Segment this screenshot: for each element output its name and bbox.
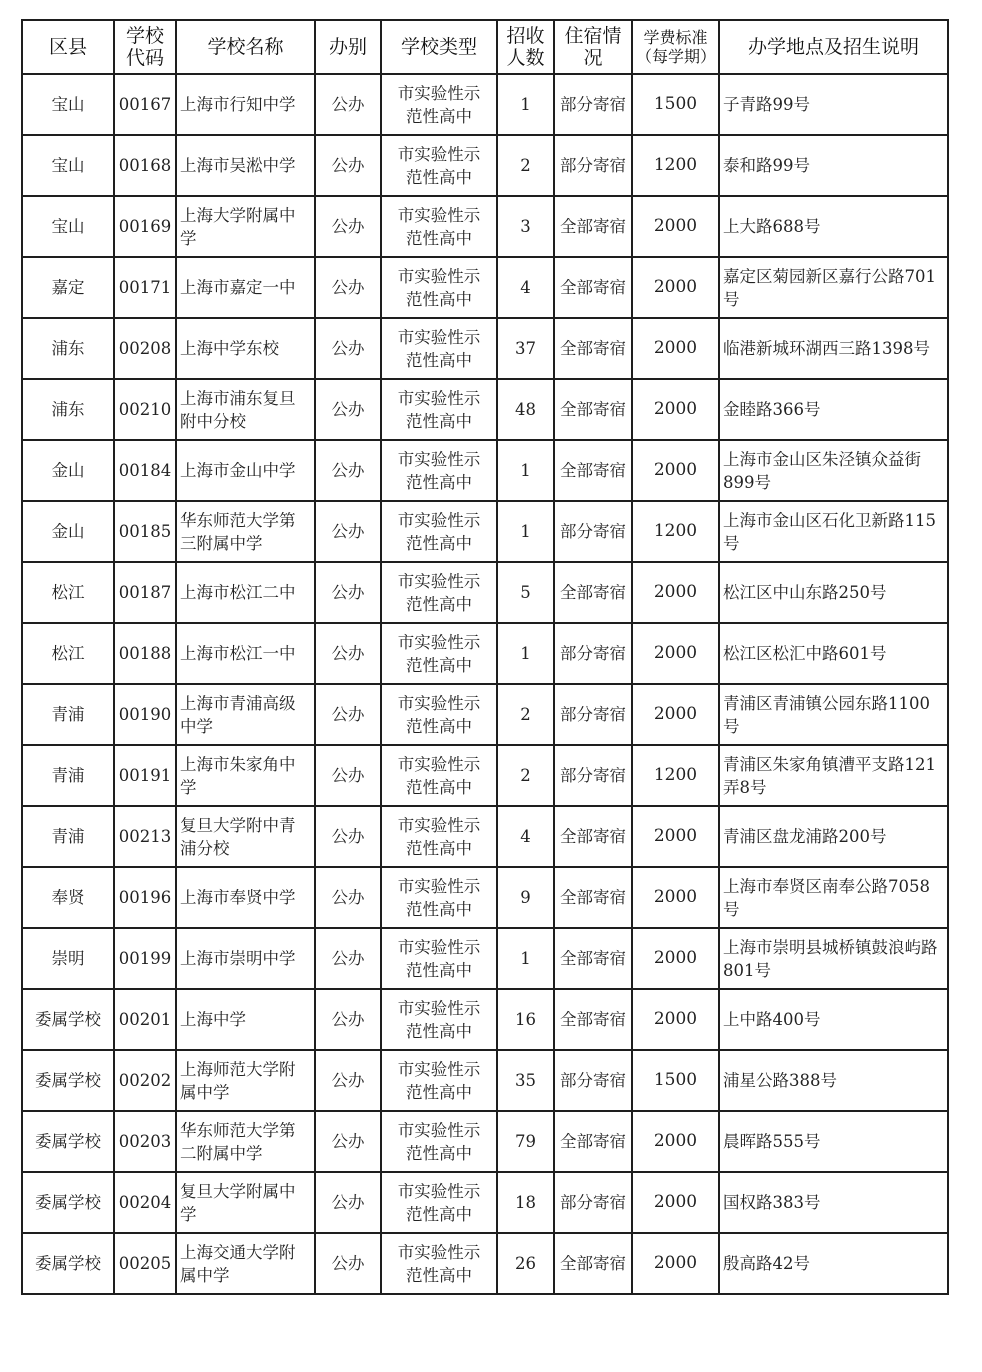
district-cell: 委属学校 xyxy=(22,989,114,1050)
header-name: 学校名称 xyxy=(176,20,315,74)
fee-cell: 2000 xyxy=(632,257,719,318)
district-cell: 委属学校 xyxy=(22,1172,114,1233)
school-name-cell: 上海市青浦高级中学 xyxy=(176,684,315,745)
quota-cell: 2 xyxy=(497,684,554,745)
fee-cell: 2000 xyxy=(632,806,719,867)
boarding-cell: 全部寄宿 xyxy=(554,196,632,257)
school-code-cell: 00188 xyxy=(114,623,176,684)
school-code-cell: 00201 xyxy=(114,989,176,1050)
school-name-cell: 上海市松江二中 xyxy=(176,562,315,623)
school-code-cell: 00185 xyxy=(114,501,176,562)
quota-cell: 1 xyxy=(497,501,554,562)
address-cell: 上大路688号 xyxy=(719,196,948,257)
school-code-cell: 00202 xyxy=(114,1050,176,1111)
address-cell: 金睦路366号 xyxy=(719,379,948,440)
district-cell: 金山 xyxy=(22,501,114,562)
district-cell: 宝山 xyxy=(22,196,114,257)
fee-cell: 2000 xyxy=(632,928,719,989)
school-name-cell: 上海市行知中学 xyxy=(176,74,315,135)
quota-cell: 4 xyxy=(497,806,554,867)
quota-cell: 18 xyxy=(497,1172,554,1233)
school-name-cell: 上海市吴淞中学 xyxy=(176,135,315,196)
ownership-cell: 公办 xyxy=(315,623,381,684)
address-cell: 上海市金山区石化卫新路115号 xyxy=(719,501,948,562)
quota-cell: 5 xyxy=(497,562,554,623)
address-cell: 青浦区青浦镇公园东路1100号 xyxy=(719,684,948,745)
fee-cell: 2000 xyxy=(632,1111,719,1172)
school-type-cell: 市实验性示范性高中 xyxy=(381,440,497,501)
school-type-cell: 市实验性示范性高中 xyxy=(381,928,497,989)
quota-cell: 48 xyxy=(497,379,554,440)
school-name-cell: 上海市崇明中学 xyxy=(176,928,315,989)
header-quota: 招收人数 xyxy=(497,20,554,74)
school-code-cell: 00168 xyxy=(114,135,176,196)
boarding-cell: 全部寄宿 xyxy=(554,806,632,867)
address-cell: 嘉定区菊园新区嘉行公路701号 xyxy=(719,257,948,318)
school-code-cell: 00213 xyxy=(114,806,176,867)
fee-cell: 1200 xyxy=(632,745,719,806)
school-type-cell: 市实验性示范性高中 xyxy=(381,806,497,867)
district-cell: 嘉定 xyxy=(22,257,114,318)
table-row xyxy=(22,1050,948,1111)
ownership-cell: 公办 xyxy=(315,989,381,1050)
fee-cell: 2000 xyxy=(632,562,719,623)
quota-cell: 3 xyxy=(497,196,554,257)
school-type-cell: 市实验性示范性高中 xyxy=(381,318,497,379)
address-cell: 松江区中山东路250号 xyxy=(719,562,948,623)
school-code-cell: 00210 xyxy=(114,379,176,440)
school-code-cell: 00184 xyxy=(114,440,176,501)
table-body xyxy=(22,74,948,1294)
table-row xyxy=(22,440,948,501)
district-cell: 宝山 xyxy=(22,74,114,135)
address-cell: 泰和路99号 xyxy=(719,135,948,196)
boarding-cell: 全部寄宿 xyxy=(554,379,632,440)
district-cell: 委属学校 xyxy=(22,1233,114,1294)
school-name-cell: 上海市朱家角中学 xyxy=(176,745,315,806)
boarding-cell: 部分寄宿 xyxy=(554,1172,632,1233)
fee-cell: 2000 xyxy=(632,196,719,257)
ownership-cell: 公办 xyxy=(315,379,381,440)
address-cell: 上海市崇明县城桥镇鼓浪屿路801号 xyxy=(719,928,948,989)
school-code-cell: 00208 xyxy=(114,318,176,379)
address-cell: 晨晖路555号 xyxy=(719,1111,948,1172)
district-cell: 奉贤 xyxy=(22,867,114,928)
table-row xyxy=(22,623,948,684)
school-name-cell: 复旦大学附属中学 xyxy=(176,1172,315,1233)
ownership-cell: 公办 xyxy=(315,562,381,623)
table-row xyxy=(22,928,948,989)
school-name-cell: 上海市浦东复旦附中分校 xyxy=(176,379,315,440)
district-cell: 青浦 xyxy=(22,745,114,806)
school-type-cell: 市实验性示范性高中 xyxy=(381,684,497,745)
school-type-cell: 市实验性示范性高中 xyxy=(381,623,497,684)
table-row xyxy=(22,135,948,196)
fee-cell: 1200 xyxy=(632,135,719,196)
quota-cell: 2 xyxy=(497,745,554,806)
table-row xyxy=(22,989,948,1050)
school-code-cell: 00196 xyxy=(114,867,176,928)
school-type-cell: 市实验性示范性高中 xyxy=(381,1050,497,1111)
table-row xyxy=(22,867,948,928)
fee-cell: 1200 xyxy=(632,501,719,562)
boarding-cell: 全部寄宿 xyxy=(554,318,632,379)
district-cell: 浦东 xyxy=(22,318,114,379)
school-type-cell: 市实验性示范性高中 xyxy=(381,135,497,196)
school-name-cell: 上海中学 xyxy=(176,989,315,1050)
fee-cell: 2000 xyxy=(632,318,719,379)
table-row xyxy=(22,196,948,257)
boarding-cell: 部分寄宿 xyxy=(554,1050,632,1111)
ownership-cell: 公办 xyxy=(315,806,381,867)
fee-cell: 2000 xyxy=(632,989,719,1050)
address-cell: 浦星公路388号 xyxy=(719,1050,948,1111)
ownership-cell: 公办 xyxy=(315,74,381,135)
school-code-cell: 00187 xyxy=(114,562,176,623)
quota-cell: 1 xyxy=(497,440,554,501)
school-type-cell: 市实验性示范性高中 xyxy=(381,379,497,440)
school-code-cell: 00190 xyxy=(114,684,176,745)
boarding-cell: 全部寄宿 xyxy=(554,989,632,1050)
school-code-cell: 00203 xyxy=(114,1111,176,1172)
school-type-cell: 市实验性示范性高中 xyxy=(381,1233,497,1294)
header-address: 办学地点及招生说明 xyxy=(719,20,948,74)
school-type-cell: 市实验性示范性高中 xyxy=(381,867,497,928)
boarding-cell: 全部寄宿 xyxy=(554,440,632,501)
quota-cell: 9 xyxy=(497,867,554,928)
fee-cell: 2000 xyxy=(632,1172,719,1233)
district-cell: 青浦 xyxy=(22,684,114,745)
header-code: 学校代码 xyxy=(114,20,176,74)
boarding-cell: 全部寄宿 xyxy=(554,562,632,623)
school-name-cell: 上海市金山中学 xyxy=(176,440,315,501)
boarding-cell: 全部寄宿 xyxy=(554,928,632,989)
quota-cell: 1 xyxy=(497,74,554,135)
district-cell: 委属学校 xyxy=(22,1111,114,1172)
boarding-cell: 全部寄宿 xyxy=(554,1233,632,1294)
school-code-cell: 00171 xyxy=(114,257,176,318)
ownership-cell: 公办 xyxy=(315,440,381,501)
address-cell: 殷高路42号 xyxy=(719,1233,948,1294)
header-fee: 学费标准（每学期） xyxy=(632,20,719,74)
ownership-cell: 公办 xyxy=(315,135,381,196)
quota-cell: 16 xyxy=(497,989,554,1050)
address-cell: 子青路99号 xyxy=(719,74,948,135)
ownership-cell: 公办 xyxy=(315,1050,381,1111)
ownership-cell: 公办 xyxy=(315,928,381,989)
school-name-cell: 上海市嘉定一中 xyxy=(176,257,315,318)
quota-cell: 4 xyxy=(497,257,554,318)
table-row xyxy=(22,74,948,135)
ownership-cell: 公办 xyxy=(315,196,381,257)
fee-cell: 2000 xyxy=(632,440,719,501)
school-code-cell: 00204 xyxy=(114,1172,176,1233)
boarding-cell: 部分寄宿 xyxy=(554,74,632,135)
fee-cell: 2000 xyxy=(632,379,719,440)
header-district: 区县 xyxy=(22,20,114,74)
table-row xyxy=(22,684,948,745)
quota-cell: 1 xyxy=(497,623,554,684)
district-cell: 松江 xyxy=(22,562,114,623)
address-cell: 青浦区朱家角镇漕平支路121弄8号 xyxy=(719,745,948,806)
boarding-cell: 部分寄宿 xyxy=(554,745,632,806)
school-type-cell: 市实验性示范性高中 xyxy=(381,1111,497,1172)
table-row xyxy=(22,257,948,318)
boarding-cell: 全部寄宿 xyxy=(554,1111,632,1172)
table-row xyxy=(22,501,948,562)
table-row xyxy=(22,318,948,379)
district-cell: 金山 xyxy=(22,440,114,501)
district-cell: 浦东 xyxy=(22,379,114,440)
boarding-cell: 部分寄宿 xyxy=(554,135,632,196)
table-row xyxy=(22,1172,948,1233)
ownership-cell: 公办 xyxy=(315,867,381,928)
ownership-cell: 公办 xyxy=(315,318,381,379)
ownership-cell: 公办 xyxy=(315,257,381,318)
address-cell: 上中路400号 xyxy=(719,989,948,1050)
table-header-row xyxy=(22,20,948,74)
quota-cell: 2 xyxy=(497,135,554,196)
ownership-cell: 公办 xyxy=(315,684,381,745)
quota-cell: 1 xyxy=(497,928,554,989)
fee-cell: 2000 xyxy=(632,623,719,684)
address-cell: 上海市奉贤区南奉公路7058号 xyxy=(719,867,948,928)
address-cell: 临港新城环湖西三路1398号 xyxy=(719,318,948,379)
school-name-cell: 上海师范大学附属中学 xyxy=(176,1050,315,1111)
ownership-cell: 公办 xyxy=(315,1172,381,1233)
boarding-cell: 部分寄宿 xyxy=(554,623,632,684)
school-name-cell: 上海大学附属中学 xyxy=(176,196,315,257)
school-code-cell: 00169 xyxy=(114,196,176,257)
school-type-cell: 市实验性示范性高中 xyxy=(381,562,497,623)
header-boarding: 住宿情况 xyxy=(554,20,632,74)
fee-cell: 2000 xyxy=(632,1233,719,1294)
quota-cell: 79 xyxy=(497,1111,554,1172)
table-row xyxy=(22,1233,948,1294)
district-cell: 青浦 xyxy=(22,806,114,867)
school-name-cell: 复旦大学附中青浦分校 xyxy=(176,806,315,867)
school-type-cell: 市实验性示范性高中 xyxy=(381,196,497,257)
ownership-cell: 公办 xyxy=(315,745,381,806)
school-type-cell: 市实验性示范性高中 xyxy=(381,257,497,318)
school-type-cell: 市实验性示范性高中 xyxy=(381,501,497,562)
school-type-cell: 市实验性示范性高中 xyxy=(381,1172,497,1233)
school-type-cell: 市实验性示范性高中 xyxy=(381,74,497,135)
school-code-cell: 00167 xyxy=(114,74,176,135)
school-type-cell: 市实验性示范性高中 xyxy=(381,989,497,1050)
school-name-cell: 上海市松江一中 xyxy=(176,623,315,684)
district-cell: 松江 xyxy=(22,623,114,684)
school-name-cell: 上海市奉贤中学 xyxy=(176,867,315,928)
district-cell: 崇明 xyxy=(22,928,114,989)
fee-cell: 1500 xyxy=(632,1050,719,1111)
quota-cell: 35 xyxy=(497,1050,554,1111)
ownership-cell: 公办 xyxy=(315,1111,381,1172)
fee-cell: 1500 xyxy=(632,74,719,135)
boarding-cell: 全部寄宿 xyxy=(554,867,632,928)
school-name-cell: 上海交通大学附属中学 xyxy=(176,1233,315,1294)
table-row xyxy=(22,745,948,806)
school-type-cell: 市实验性示范性高中 xyxy=(381,745,497,806)
quota-cell: 26 xyxy=(497,1233,554,1294)
table-row xyxy=(22,1111,948,1172)
school-code-cell: 00199 xyxy=(114,928,176,989)
fee-cell: 2000 xyxy=(632,867,719,928)
address-cell: 松江区松汇中路601号 xyxy=(719,623,948,684)
header-ownership: 办别 xyxy=(315,20,381,74)
boarding-cell: 部分寄宿 xyxy=(554,684,632,745)
quota-cell: 37 xyxy=(497,318,554,379)
address-cell: 青浦区盘龙浦路200号 xyxy=(719,806,948,867)
school-name-cell: 华东师范大学第二附属中学 xyxy=(176,1111,315,1172)
address-cell: 国权路383号 xyxy=(719,1172,948,1233)
school-code-cell: 00191 xyxy=(114,745,176,806)
district-cell: 宝山 xyxy=(22,135,114,196)
school-name-cell: 华东师范大学第三附属中学 xyxy=(176,501,315,562)
address-cell: 上海市金山区朱泾镇众益街899号 xyxy=(719,440,948,501)
table-row xyxy=(22,379,948,440)
header-type: 学校类型 xyxy=(381,20,497,74)
boarding-cell: 部分寄宿 xyxy=(554,501,632,562)
ownership-cell: 公办 xyxy=(315,501,381,562)
table-row xyxy=(22,562,948,623)
fee-cell: 2000 xyxy=(632,684,719,745)
ownership-cell: 公办 xyxy=(315,1233,381,1294)
admissions-table xyxy=(21,19,949,1295)
table-row xyxy=(22,806,948,867)
school-name-cell: 上海中学东校 xyxy=(176,318,315,379)
school-code-cell: 00205 xyxy=(114,1233,176,1294)
boarding-cell: 全部寄宿 xyxy=(554,257,632,318)
district-cell: 委属学校 xyxy=(22,1050,114,1111)
